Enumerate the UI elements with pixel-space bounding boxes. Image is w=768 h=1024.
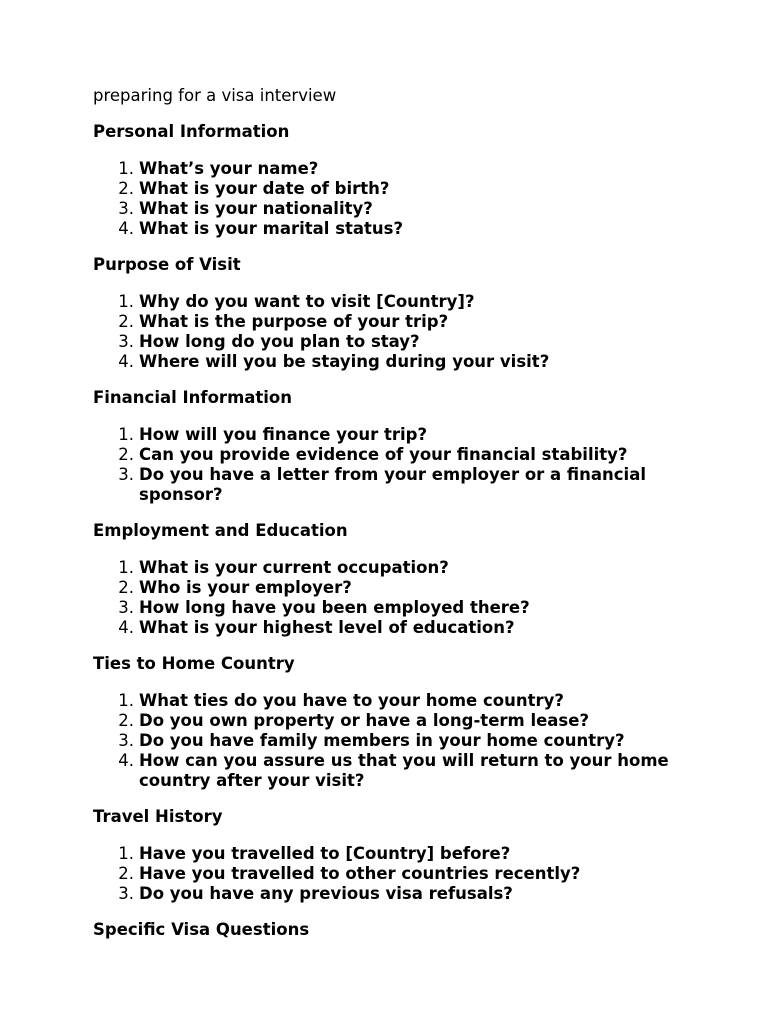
document-title: preparing for a visa interview xyxy=(93,86,337,105)
question-text: How long have you been employed there? xyxy=(139,598,530,617)
list-item xyxy=(93,159,713,179)
section-heading: Ties to Home Country xyxy=(93,654,295,673)
question-text: What is your marital status? xyxy=(139,219,404,238)
section-heading: Travel History xyxy=(93,807,223,826)
list-item xyxy=(93,864,713,884)
list-item-number: 4. xyxy=(118,751,134,770)
question-list xyxy=(93,159,713,239)
list-item-number: 2. xyxy=(118,864,134,883)
list-item xyxy=(93,332,713,352)
list-item xyxy=(93,219,713,239)
question-list xyxy=(93,844,713,904)
list-item-number: 1. xyxy=(118,425,134,444)
list-item xyxy=(93,465,713,505)
section xyxy=(93,122,713,239)
question-list xyxy=(93,558,713,638)
list-item-number: 1. xyxy=(118,159,134,178)
list-item xyxy=(93,445,713,465)
question-text: What’s your name? xyxy=(139,159,319,178)
question-text: Why do you want to visit [Country]? xyxy=(139,292,475,311)
question-text: How can you assure us that you will return to your home country after your visit? xyxy=(139,751,669,790)
list-item-number: 2. xyxy=(118,312,134,331)
list-item xyxy=(93,751,713,791)
section xyxy=(93,255,713,372)
question-text: Do you own property or have a long-term lease? xyxy=(139,711,590,730)
document-page xyxy=(93,86,713,957)
section-heading: Employment and Education xyxy=(93,521,348,540)
question-text: How will you finance your trip? xyxy=(139,425,428,444)
list-item xyxy=(93,312,713,332)
list-item xyxy=(93,578,713,598)
list-item xyxy=(93,199,713,219)
question-text: What is your current occupation? xyxy=(139,558,449,577)
list-item xyxy=(93,884,713,904)
question-text: Have you travelled to [Country] before? xyxy=(139,844,511,863)
question-text: How long do you plan to stay? xyxy=(139,332,420,351)
list-item-number: 4. xyxy=(118,352,134,371)
question-text: Where will you be staying during your visit? xyxy=(139,352,550,371)
question-text: What is your nationality? xyxy=(139,199,373,218)
question-list xyxy=(93,425,713,505)
section-heading: Personal Information xyxy=(93,122,290,141)
question-text: What is your highest level of education? xyxy=(139,618,515,637)
section xyxy=(93,654,713,791)
section xyxy=(93,807,713,904)
list-item xyxy=(93,425,713,445)
question-list xyxy=(93,691,713,791)
question-text: Who is your employer? xyxy=(139,578,352,597)
list-item xyxy=(93,598,713,618)
list-item-number: 3. xyxy=(118,465,134,484)
list-item xyxy=(93,179,713,199)
list-item xyxy=(93,711,713,731)
list-item xyxy=(93,731,713,751)
question-text: Do you have a letter from your employer or a financial sponsor? xyxy=(139,465,647,504)
list-item-number: 3. xyxy=(118,199,134,218)
list-item-number: 3. xyxy=(118,598,134,617)
question-text: What is your date of birth? xyxy=(139,179,390,198)
list-item-number: 2. xyxy=(118,179,134,198)
list-item xyxy=(93,618,713,638)
list-item-number: 1. xyxy=(118,844,134,863)
list-item-number: 3. xyxy=(118,731,134,750)
list-item xyxy=(93,352,713,372)
list-item-number: 4. xyxy=(118,618,134,637)
list-item-number: 4. xyxy=(118,219,134,238)
section-heading: Purpose of Visit xyxy=(93,255,241,274)
question-text: Do you have any previous visa refusals? xyxy=(139,884,513,903)
list-item-number: 3. xyxy=(118,332,134,351)
list-item-number: 2. xyxy=(118,445,134,464)
section-heading: Specific Visa Questions xyxy=(93,920,310,939)
list-item xyxy=(93,292,713,312)
list-item xyxy=(93,691,713,711)
question-text: Do you have family members in your home country? xyxy=(139,731,625,750)
question-text: Can you provide evidence of your financial stability? xyxy=(139,445,628,464)
question-text: What is the purpose of your trip? xyxy=(139,312,449,331)
list-item xyxy=(93,558,713,578)
list-item-number: 2. xyxy=(118,578,134,597)
list-item-number: 1. xyxy=(118,558,134,577)
section xyxy=(93,521,713,638)
list-item xyxy=(93,844,713,864)
section-heading: Financial Information xyxy=(93,388,293,407)
list-item-number: 1. xyxy=(118,691,134,710)
sections-container xyxy=(93,122,713,940)
list-item-number: 2. xyxy=(118,711,134,730)
section xyxy=(93,388,713,505)
question-text: Have you travelled to other countries recently? xyxy=(139,864,581,883)
question-list xyxy=(93,292,713,372)
question-text: What ties do you have to your home country? xyxy=(139,691,564,710)
list-item-number: 3. xyxy=(118,884,134,903)
list-item-number: 1. xyxy=(118,292,134,311)
section xyxy=(93,920,713,940)
